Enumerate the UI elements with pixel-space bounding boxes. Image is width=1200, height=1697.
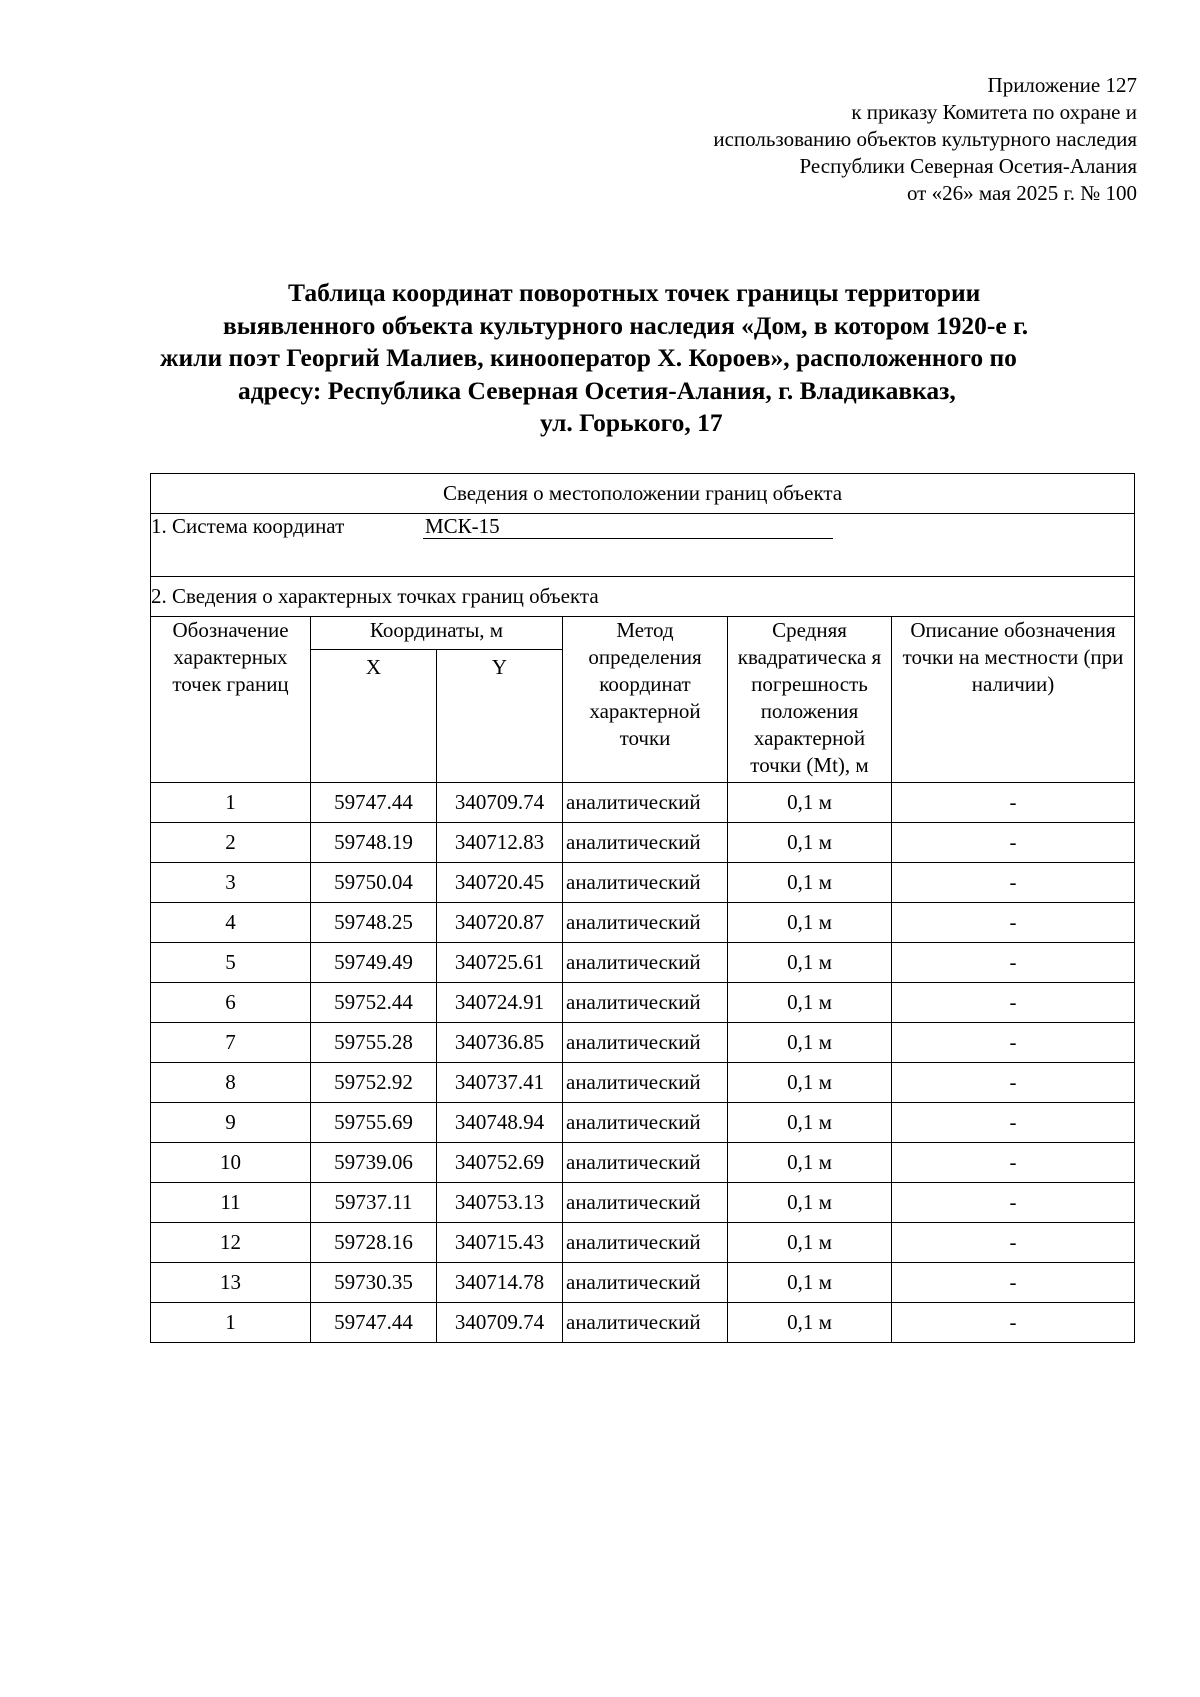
error-cell: 0,1 м [728,943,892,983]
table-body [151,783,1135,1343]
header-error: Средняя квадратическа я погрешность положения характерной точки (Mt), м [728,617,892,783]
header-coordinates: Координаты, м [311,617,563,650]
method-cell: аналитический [563,863,728,903]
point-number-cell: 13 [151,1263,311,1303]
description-cell: - [892,863,1135,903]
coord-system-cell [151,514,1135,577]
point-number-cell: 9 [151,1103,311,1143]
title-line: ул. Горького, 17 [540,408,723,437]
point-number-cell: 8 [151,1063,311,1103]
point-number-cell: 1 [151,783,311,823]
x-coordinate-cell: 59730.35 [311,1263,437,1303]
method-cell: аналитический [563,823,728,863]
description-cell: - [892,1263,1135,1303]
description-cell: - [892,983,1135,1023]
y-coordinate-cell: 340720.45 [437,863,563,903]
y-coordinate-cell: 340748.94 [437,1103,563,1143]
point-number-cell: 1 [151,1303,311,1343]
description-cell: - [892,1183,1135,1223]
table-row [151,1063,1135,1103]
method-cell: аналитический [563,983,728,1023]
table-row [151,1023,1135,1063]
description-cell: - [892,823,1135,863]
error-cell: 0,1 м [728,863,892,903]
table-row [151,943,1135,983]
points-label: 2. Сведения о характерных точках границ объекта [151,577,1135,617]
x-coordinate-cell: 59739.06 [311,1143,437,1183]
title-line: Таблица координат поворотных точек границы территории [288,278,981,307]
y-coordinate-cell: 340712.83 [437,823,563,863]
point-number-cell: 2 [151,823,311,863]
method-cell: аналитический [563,783,728,823]
x-coordinate-cell: 59750.04 [311,863,437,903]
x-coordinate-cell: 59755.28 [311,1023,437,1063]
x-coordinate-cell: 59749.49 [311,943,437,983]
method-cell: аналитический [563,1103,728,1143]
table-row [151,1223,1135,1263]
point-number-cell: 4 [151,903,311,943]
header-method: Метод определения координат характерной точки [563,617,728,783]
point-number-cell: 11 [151,1183,311,1223]
table-row [151,1143,1135,1183]
section-header-row [151,474,1135,514]
header-description: Описание обозначения точки на местности (при наличии) [892,617,1135,783]
method-cell: аналитический [563,1303,728,1343]
header-y: Y [437,650,563,783]
y-coordinate-cell: 340709.74 [437,783,563,823]
method-cell: аналитический [563,1023,728,1063]
y-coordinate-cell: 340753.13 [437,1183,563,1223]
header-designation: Обозначение характерных точек границ [151,617,311,783]
x-coordinate-cell: 59728.16 [311,1223,437,1263]
y-coordinate-cell: 340725.61 [437,943,563,983]
point-number-cell: 3 [151,863,311,903]
table-row [151,863,1135,903]
appendix-line: использованию объектов культурного наследия [713,127,1137,151]
coord-system-row [151,514,1135,577]
points-label-row [151,577,1135,617]
description-cell: - [892,1063,1135,1103]
x-coordinate-cell: 59752.44 [311,983,437,1023]
description-cell: - [892,903,1135,943]
point-number-cell: 7 [151,1023,311,1063]
table-row [151,1103,1135,1143]
method-cell: аналитический [563,943,728,983]
description-cell: - [892,1023,1135,1063]
method-cell: аналитический [563,1183,728,1223]
y-coordinate-cell: 340752.69 [437,1143,563,1183]
table-row [151,1303,1135,1343]
error-cell: 0,1 м [728,1063,892,1103]
error-cell: 0,1 м [728,1103,892,1143]
method-cell: аналитический [563,1263,728,1303]
y-coordinate-cell: 340714.78 [437,1263,563,1303]
error-cell: 0,1 м [728,1143,892,1183]
x-coordinate-cell: 59737.11 [311,1183,437,1223]
appendix-line: к приказу Комитета по охране и [851,100,1137,124]
table-row [151,823,1135,863]
point-number-cell: 6 [151,983,311,1023]
table-header [151,617,1135,783]
error-cell: 0,1 м [728,783,892,823]
title-line: выявленного объекта культурного наследия «Дом, в котором 1920-е г. [223,310,1029,340]
description-cell: - [892,1223,1135,1263]
point-number-cell: 12 [151,1223,311,1263]
x-coordinate-cell: 59747.44 [311,783,437,823]
appendix-date-line: от «26» мая 2025 г. № 100 [906,181,1137,205]
y-coordinate-cell: 340709.74 [437,1303,563,1343]
y-coordinate-cell: 340715.43 [437,1223,563,1263]
y-coordinate-cell: 340720.87 [437,903,563,943]
method-cell: аналитический [563,1223,728,1263]
title-line: жили поэт Георгий Малиев, кинооператор Х. Короев», расположенного по [160,343,1017,372]
y-coordinate-cell: 340724.91 [437,983,563,1023]
coord-system-label: 1. Система координат [151,514,345,538]
x-coordinate-cell: 59755.69 [311,1103,437,1143]
x-coordinate-cell: 59752.92 [311,1063,437,1103]
coord-system-value: МСК-15 [423,514,833,539]
x-coordinate-cell: 59748.19 [311,823,437,863]
point-number-cell: 10 [151,1143,311,1183]
method-cell: аналитический [563,1143,728,1183]
document-title [150,277,1130,440]
description-cell: - [892,1303,1135,1343]
table-row [151,983,1135,1023]
error-cell: 0,1 м [728,823,892,863]
appendix-line: Республики Северная Осетия-Алания [799,154,1137,178]
appendix-line: Приложение 127 [987,73,1137,97]
table-row [151,903,1135,943]
x-coordinate-cell: 59747.44 [311,1303,437,1343]
table-row [151,1263,1135,1303]
error-cell: 0,1 м [728,1263,892,1303]
description-cell: - [892,1143,1135,1183]
error-cell: 0,1 м [728,1303,892,1343]
description-cell: - [892,943,1135,983]
description-cell: - [892,1103,1135,1143]
appendix-block [713,72,1137,207]
y-coordinate-cell: 340737.41 [437,1063,563,1103]
coordinates-table [150,473,1135,1343]
x-coordinate-cell: 59748.25 [311,903,437,943]
method-cell: аналитический [563,1063,728,1103]
error-cell: 0,1 м [728,1183,892,1223]
method-cell: аналитический [563,903,728,943]
section-header: Сведения о местоположении границ объекта [151,474,1135,514]
description-cell: - [892,783,1135,823]
point-number-cell: 5 [151,943,311,983]
error-cell: 0,1 м [728,903,892,943]
table-row [151,1183,1135,1223]
title-line: адресу: Республика Северная Осетия-Алания, г. Владикавказ, [238,375,956,405]
table-row [151,783,1135,823]
error-cell: 0,1 м [728,983,892,1023]
header-x: X [311,650,437,783]
error-cell: 0,1 м [728,1023,892,1063]
error-cell: 0,1 м [728,1223,892,1263]
y-coordinate-cell: 340736.85 [437,1023,563,1063]
